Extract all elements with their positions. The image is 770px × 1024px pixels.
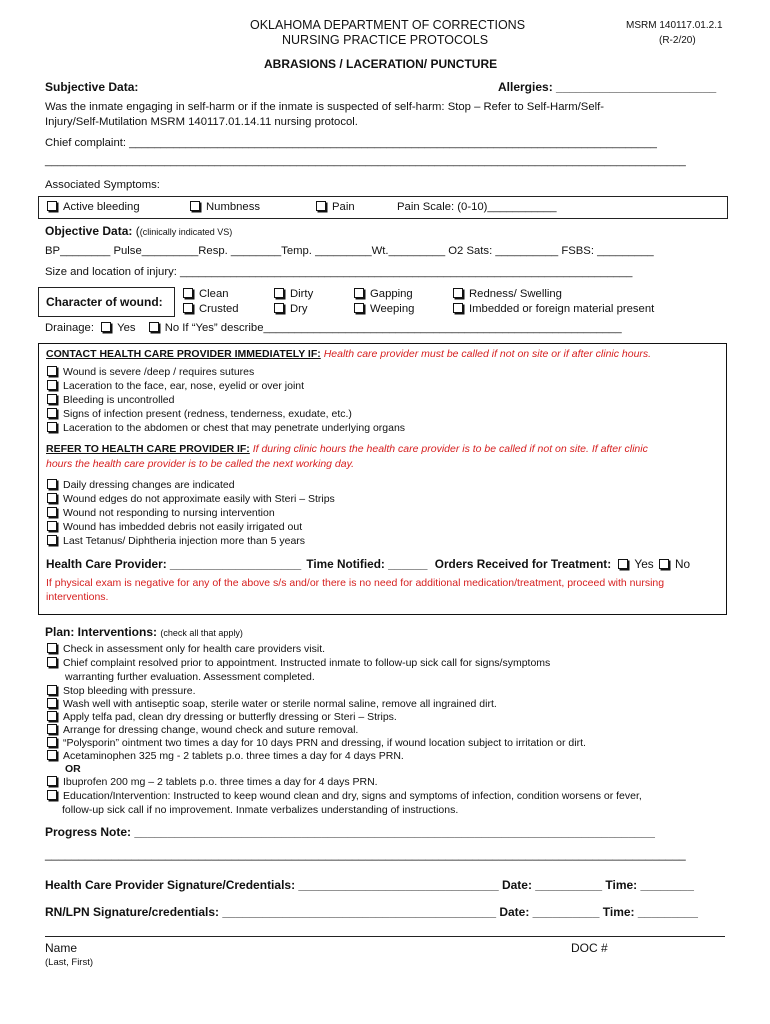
item-text: Wound edges do not approximate easily with Steri – Strips: [63, 493, 335, 505]
chief-complaint-line2[interactable]: ______________________________________________________________________________________________________: [45, 155, 686, 167]
checkbox[interactable]: [47, 408, 57, 418]
page-title: ABRASIONS / LACERATION/ PUNCTURE: [264, 57, 498, 71]
checkbox[interactable]: [47, 507, 57, 517]
drainage-label: Drainage:: [45, 322, 94, 334]
checkbox[interactable]: [316, 201, 326, 211]
char-label: Dry: [290, 303, 308, 315]
plan-item[interactable]: [47, 698, 497, 710]
char-redness[interactable]: [453, 288, 562, 300]
selfharm-text: Was the inmate engaging in self-harm or if the inmate is suspected of self-harm: Stop – Refer to Self-Harm/Self-: [45, 101, 605, 113]
name-rule: [45, 936, 725, 937]
name-sublabel: (Last, First): [45, 957, 94, 968]
checkbox[interactable]: [47, 479, 57, 489]
item-text: Ibuprofen 200 mg – 2 tablets p.o. three times a day for 4 days PRN.: [63, 776, 378, 788]
char-label: Crusted: [199, 303, 239, 315]
orders-no-label: No: [674, 557, 691, 571]
plan-item-continuation: follow-up sick call if no improvement. Inmate verbalizes understanding of instructions.: [62, 804, 459, 816]
item-text: Education/Intervention: Instructed to keep wound clean and dry, signs and symptoms of infection, condition worsens or fever,: [63, 790, 642, 802]
checkbox[interactable]: [47, 422, 57, 432]
plan-item[interactable]: [47, 790, 642, 802]
item-text: Last Tetanus/ Diphtheria injection more than 5 years: [63, 535, 306, 547]
checkbox[interactable]: [453, 303, 463, 313]
plan-item[interactable]: [47, 776, 378, 788]
checkbox[interactable]: [47, 657, 57, 667]
progress-note-field[interactable]: Progress Note: ______________________________________________________________________________: [45, 825, 655, 839]
symptom-label: Pain: [332, 201, 355, 213]
contact-item[interactable]: [47, 408, 352, 420]
checkbox[interactable]: [47, 201, 57, 211]
checkbox[interactable]: [47, 711, 57, 721]
plan-item[interactable]: [47, 685, 196, 697]
refer-header: [46, 443, 648, 455]
checkbox[interactable]: [183, 303, 193, 313]
checkbox[interactable]: [47, 685, 57, 695]
drainage-describe-field[interactable]: No If “Yes” describe_________________________________________________________: [164, 322, 622, 334]
checkbox[interactable]: [47, 643, 57, 653]
orders-yes-checkbox[interactable]: [618, 559, 628, 569]
orders-no-checkbox[interactable]: [659, 559, 669, 569]
plan-header: [45, 625, 243, 639]
name-label: Name: [45, 941, 78, 955]
checkbox[interactable]: [354, 303, 364, 313]
provider-row: [46, 557, 690, 571]
objective-heading: [45, 224, 232, 238]
char-label: Weeping: [370, 303, 415, 315]
revision: (R-2/20): [659, 35, 696, 46]
refer-item[interactable]: [47, 479, 235, 491]
checkbox[interactable]: [190, 201, 200, 211]
plan-item[interactable]: [47, 657, 550, 669]
item-text: Wound is severe /deep / requires sutures: [63, 366, 255, 378]
char-label: Gapping: [370, 288, 413, 300]
symptom-label: Active bleeding: [63, 201, 140, 213]
time-notified-field[interactable]: Time Notified: ______: [306, 557, 428, 571]
header-sub: NURSING PRACTICE PROTOCOLS: [282, 33, 489, 47]
doc-number-label: DOC #: [571, 941, 608, 955]
plan-item-continuation: warranting further evaluation. Assessment completed.: [65, 671, 315, 683]
checkbox[interactable]: [47, 790, 57, 800]
symptom-numbness[interactable]: [190, 201, 260, 213]
chief-complaint-field[interactable]: Chief complaint: ____________________________________________________________________________________: [45, 137, 657, 149]
negative-exam-note: If physical exam is negative for any of the above s/s and/or there is no need for additional medication/treatment, proceed with nursing: [46, 577, 665, 589]
allergies-field[interactable]: Allergies: ________________________: [498, 80, 717, 94]
orders-yes-label: Yes: [634, 557, 654, 571]
refer-item[interactable]: [47, 535, 305, 547]
contact-heading: CONTACT HEALTH CARE PROVIDER IMMEDIATELY IF:: [46, 348, 321, 360]
negative-exam-note-2: interventions.: [46, 591, 109, 603]
char-weeping[interactable]: [354, 303, 414, 315]
item-text: Wound has imbedded debris not easily irrigated out: [63, 521, 303, 533]
item-text: Laceration to the abdomen or chest that may penetrate underlying organs: [63, 422, 406, 434]
refer-note: If during clinic hours the health care provider is to be called if not on site. If after clinic: [252, 443, 648, 455]
refer-item[interactable]: [47, 493, 335, 505]
checkbox[interactable]: [47, 724, 57, 734]
char-label: Imbedded or foreign material present: [469, 303, 655, 315]
item-text: Laceration to the face, ear, nose, eyelid or over joint: [63, 380, 305, 392]
checkbox[interactable]: [274, 288, 284, 298]
vitals-field[interactable]: BP________ Pulse_________Resp. ________Temp. _________Wt._________ O2 Sats: __________ FSBS: _________: [45, 245, 654, 257]
item-text: “Polysporin” ointment two times a day for 10 days PRN and dressing, if wound location subject to irritation or dirt.: [63, 737, 586, 749]
symptom-pain[interactable]: [316, 201, 355, 213]
item-text: Stop bleeding with pressure.: [63, 685, 196, 697]
item-text: Bleeding is uncontrolled: [63, 394, 175, 406]
drainage-yes-checkbox[interactable]: [101, 322, 111, 332]
doc-code: MSRM 140117.01.2.1: [626, 20, 723, 31]
contact-item[interactable]: [47, 394, 175, 406]
drainage-no-checkbox[interactable]: [149, 322, 159, 332]
hcp-signature-field[interactable]: Health Care Provider Signature/Credentials: ______________________________ Date: __________ Time: ________: [45, 878, 694, 892]
contact-item[interactable]: [47, 422, 405, 434]
associated-symptoms-label: Associated Symptoms:: [45, 179, 160, 191]
injury-size-location-field[interactable]: Size and location of injury: ________________________________________________________________________: [45, 266, 633, 278]
refer-item[interactable]: [47, 521, 302, 533]
objective-label: Objective Data:: [45, 224, 133, 238]
checkbox[interactable]: [47, 380, 57, 390]
char-clean[interactable]: [183, 288, 229, 300]
objective-note: (clinically indicated VS): [139, 227, 233, 237]
refer-heading: REFER TO HEALTH CARE PROVIDER IF:: [46, 443, 250, 455]
symptoms-box: [38, 196, 728, 219]
refer-item[interactable]: [47, 507, 275, 519]
contact-header: [46, 348, 651, 360]
checkbox[interactable]: [47, 737, 57, 747]
hcp-field[interactable]: Health Care Provider: ____________________: [46, 557, 302, 571]
checkbox[interactable]: [47, 493, 57, 503]
orders-label: Orders Received for Treatment:: [434, 557, 612, 571]
char-gapping[interactable]: [354, 288, 413, 300]
header-dept: OKLAHOMA DEPARTMENT OF CORRECTIONS: [250, 18, 526, 32]
char-crusted[interactable]: [183, 303, 239, 315]
checkbox[interactable]: [183, 288, 193, 298]
subjective-label: Subjective Data:: [45, 80, 139, 94]
char-label: Dirty: [290, 288, 314, 300]
plan-item[interactable]: [47, 737, 586, 749]
char-label: Clean: [199, 288, 229, 300]
contact-item[interactable]: [47, 366, 254, 378]
character-label: Character of wound:: [46, 295, 163, 309]
plan-item[interactable]: [47, 711, 397, 723]
item-text: Apply telfa pad, clean dry dressing or butterfly dressing or Steri – Strips.: [63, 711, 397, 723]
char-dry[interactable]: [274, 303, 308, 315]
checkbox[interactable]: [47, 394, 57, 404]
item-text: Daily dressing changes are indicated: [63, 479, 235, 491]
item-text: Acetaminophen 325 mg - 2 tablets p.o. three times a day for 4 days PRN.: [63, 750, 404, 762]
plan-label: Plan: Interventions:: [45, 625, 158, 639]
contact-item[interactable]: [47, 380, 304, 392]
drainage-row: [45, 322, 622, 334]
objective-paren: (: [135, 224, 140, 238]
plan-item[interactable]: [47, 643, 325, 655]
item-text: Chief complaint resolved prior to appointment. Instructed inmate to follow-up sick call for signs/symptoms: [63, 657, 551, 669]
progress-note-line2[interactable]: ________________________________________________________________________________________________: [45, 847, 686, 861]
item-text: Check in assessment only for health care providers visit.: [63, 643, 326, 655]
char-dirty[interactable]: [274, 288, 313, 300]
checkbox[interactable]: [47, 521, 57, 531]
selfharm-text-2: Injury/Self-Mutilation MSRM 140117.01.14.11 nursing protocol.: [45, 116, 358, 128]
refer-note-2: hours the health care provider is to be called the next working day.: [46, 458, 354, 470]
plan-or: OR: [65, 763, 81, 775]
rn-signature-field[interactable]: RN/LPN Signature/credentials: _________________________________________ Date: __________ Time: _________: [45, 905, 698, 919]
contact-note: Health care provider must be called if not on site or if after clinic hours.: [323, 348, 652, 360]
item-text: Wash well with antiseptic soap, sterile water or sterile normal saline, remove all ingrained dirt.: [63, 698, 497, 710]
checkbox[interactable]: [47, 698, 57, 708]
checkbox[interactable]: [274, 303, 284, 313]
symptom-active-bleeding[interactable]: [47, 201, 140, 213]
pain-scale-field[interactable]: Pain Scale: (0-10)___________: [397, 201, 557, 213]
checkbox[interactable]: [47, 750, 57, 760]
item-text: Signs of infection present (redness, tenderness, exudate, etc.): [63, 408, 352, 420]
plan-item[interactable]: [47, 750, 404, 762]
checkbox[interactable]: [47, 776, 57, 786]
checkbox[interactable]: [354, 288, 364, 298]
checkbox[interactable]: [47, 366, 57, 376]
drainage-yes-label: Yes: [117, 322, 136, 334]
plan-note: (check all that apply): [160, 628, 243, 638]
symptom-label: Numbness: [206, 201, 260, 213]
char-label: Redness/ Swelling: [469, 288, 562, 300]
item-text: Arrange for dressing change, wound check and suture removal.: [63, 724, 359, 736]
plan-item[interactable]: [47, 724, 358, 736]
checkbox[interactable]: [47, 535, 57, 545]
char-imbedded[interactable]: [453, 303, 654, 315]
checkbox[interactable]: [453, 288, 463, 298]
item-text: Wound not responding to nursing intervention: [63, 507, 275, 519]
